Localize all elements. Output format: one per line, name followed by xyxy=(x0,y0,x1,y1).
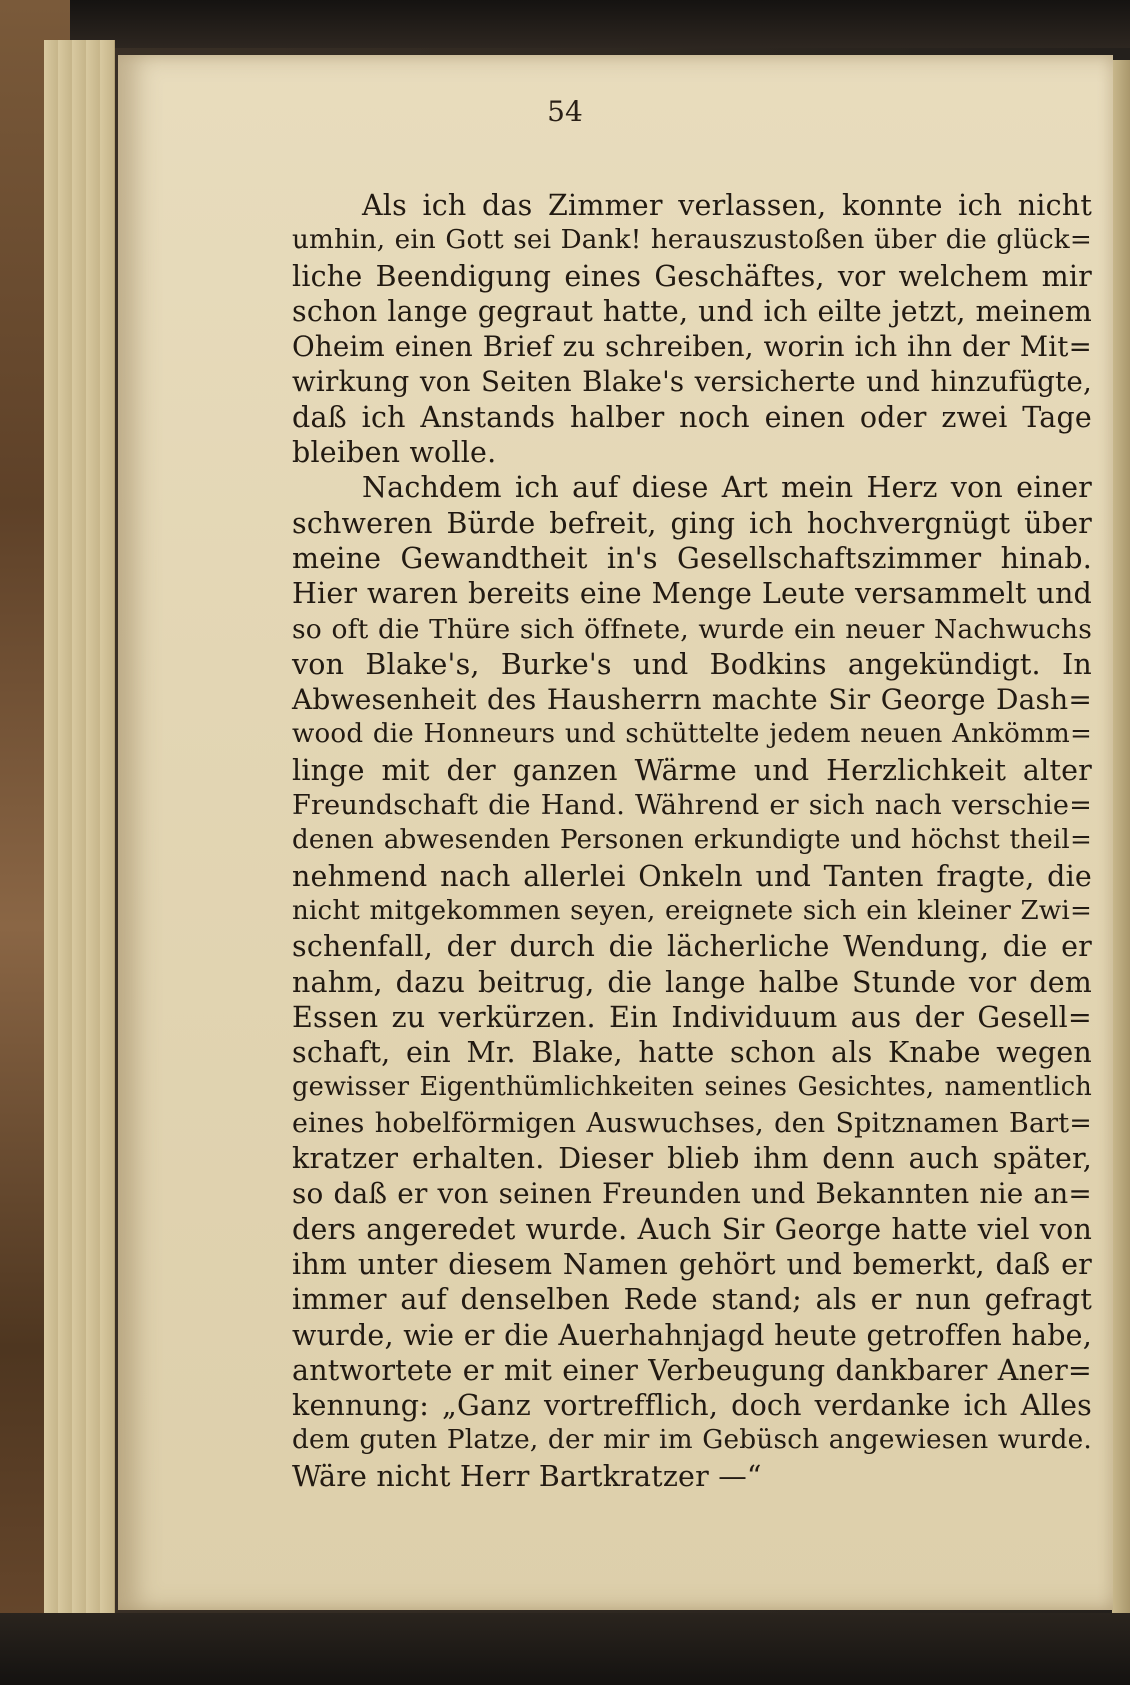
text-line: ihm unter diesem Namen gehört und bemerkt, daß er xyxy=(292,1247,1092,1281)
page-edge xyxy=(44,40,59,1615)
text-line: schaft, ein Mr. Blake, hatte schon als Knabe wegen xyxy=(292,1036,1092,1070)
text-line: schweren Bürde befreit, ging ich hochvergnügt über xyxy=(292,506,1092,540)
page-edge xyxy=(58,40,73,1615)
text-line: Als ich das Zimmer verlassen, konnte ich nicht xyxy=(362,189,1092,222)
page-edge xyxy=(86,40,101,1615)
text-line: kennung: „Ganz vortrefflich, doch verdanke ich Alles xyxy=(292,1389,1092,1423)
paragraph xyxy=(292,470,1092,1494)
text-line: Nachdem ich auf diese Art mein Herz von einer xyxy=(362,471,1092,505)
body-text xyxy=(292,188,1092,1494)
bottom-binding xyxy=(0,1613,1130,1685)
page-edge xyxy=(100,40,115,1615)
text-line: meine Gewandtheit in's Gesellschaftszimmer hinab. xyxy=(292,541,1092,575)
text-line: denen abwesenden Personen erkundigte und höchst theil= xyxy=(292,825,1092,856)
text-line: liche Beendigung eines Geschäftes, vor welchem mir xyxy=(292,259,1092,293)
page-number: 54 xyxy=(547,95,583,128)
text-line: immer auf denselben Rede stand; als er nun gefragt xyxy=(292,1283,1092,1317)
text-line: bleiben wolle. xyxy=(292,436,497,470)
text-line: nicht mitgekommen seyen, ereignete sich ein kleiner Zwi= xyxy=(292,895,1092,926)
text-line: eines hobelförmigen Auswuchses, den Spitznamen Bart= xyxy=(292,1107,1092,1139)
text-line: kratzer erhalten. Dieser blieb ihm denn auch später, xyxy=(292,1142,1092,1176)
top-binding xyxy=(0,0,1130,48)
text-line: von Blake's, Burke's und Bodkins angekündigt. In xyxy=(292,647,1092,681)
text-line: antwortete er mit einer Verbeugung dankbarer Aner= xyxy=(292,1353,1092,1387)
text-line: dem guten Platze, der mir im Gebüsch angewiesen wurde. xyxy=(292,1425,1092,1456)
text-line: gewisser Eigenthümlichkeiten seines Gesichtes, namentlich xyxy=(292,1072,1092,1103)
page-edge xyxy=(72,40,87,1615)
paragraph xyxy=(292,188,1092,470)
text-line: schenfall, der durch die lächerliche Wendung, die er xyxy=(292,930,1092,964)
text-line: umhin, ein Gott sei Dank! herauszustoßen über die glück= xyxy=(292,225,1092,256)
text-line: Essen zu verkürzen. Ein Individuum aus der Gesell= xyxy=(292,1000,1092,1034)
text-line: so oft die Thüre sich öffnete, wurde ein neuer Nachwuchs xyxy=(292,613,1092,645)
text-line: ders angeredet wurde. Auch Sir George hatte viel von xyxy=(292,1212,1092,1246)
text-line: Abwesenheit des Hausherrn machte Sir George Dash= xyxy=(292,683,1092,717)
right-page-edge xyxy=(1112,60,1130,1620)
text-line: wurde, wie er die Auerhahnjagd heute getroffen habe, xyxy=(292,1318,1092,1352)
text-line: nehmend nach allerlei Onkeln und Tanten fragte, die xyxy=(292,859,1092,893)
text-line: linge mit der ganzen Wärme und Herzlichkeit alter xyxy=(292,753,1092,787)
text-line: Wäre nicht Herr Bartkratzer —“ xyxy=(292,1459,762,1493)
text-line: wood die Honneurs und schüttelte jedem neuen Ankömm= xyxy=(292,719,1092,750)
text-line: Hier waren bereits eine Menge Leute versammelt und xyxy=(292,577,1092,611)
text-line: wirkung von Seiten Blake's versicherte und hinzufügte, xyxy=(292,365,1092,399)
text-line: daß ich Anstands halber noch einen oder zwei Tage xyxy=(292,400,1092,434)
text-line: so daß er von seinen Freunden und Bekannten nie an= xyxy=(292,1177,1092,1211)
text-line: schon lange gegraut hatte, und ich eilte jetzt, meinem xyxy=(292,294,1092,328)
text-line: Oheim einen Brief zu schreiben, worin ich ihn der Mit= xyxy=(292,330,1092,364)
text-line: Freundschaft die Hand. Während er sich nach verschie= xyxy=(292,790,1092,822)
text-line: nahm, dazu beitrug, die lange halbe Stunde vor dem xyxy=(292,965,1092,999)
